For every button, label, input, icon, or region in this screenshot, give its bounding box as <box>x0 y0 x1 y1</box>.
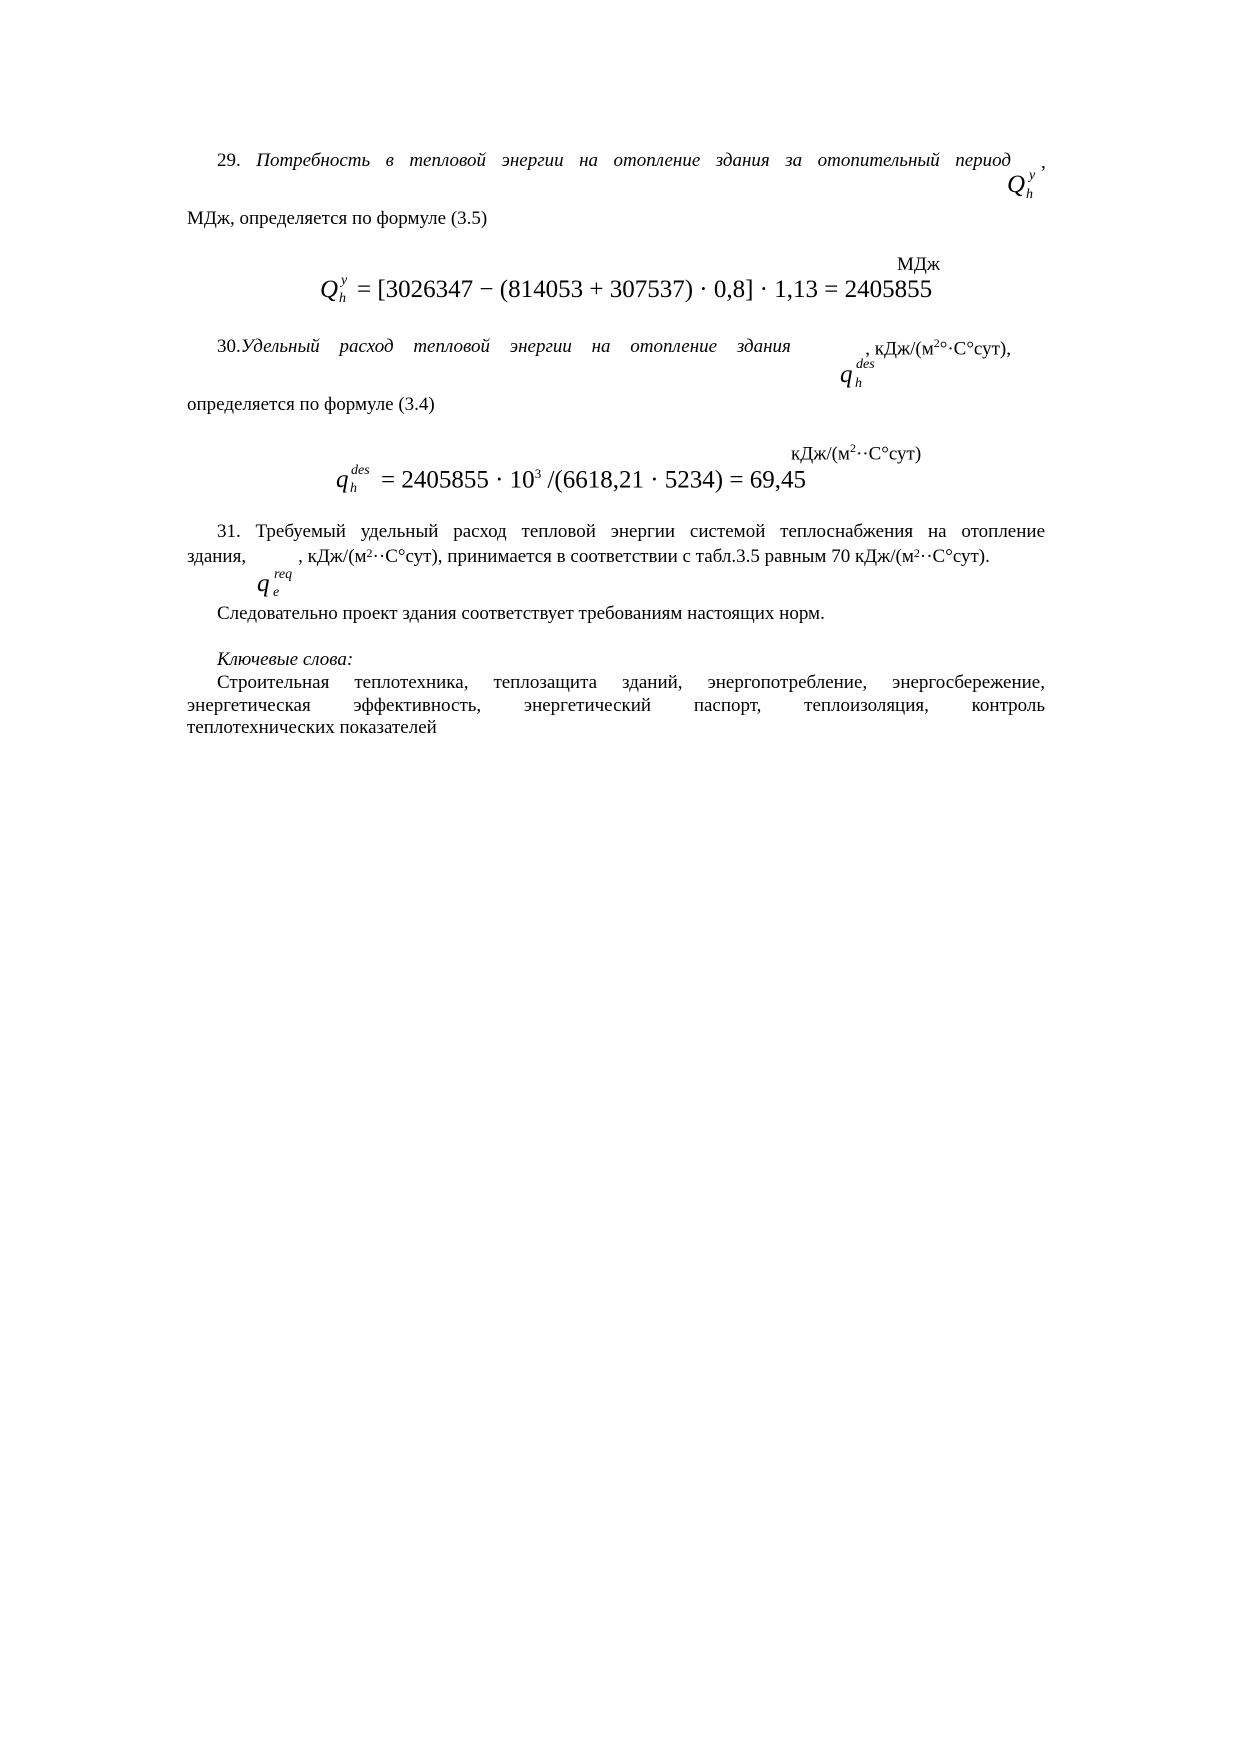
formula-2-symbol: q <box>336 466 349 493</box>
formula-1-expression: = [3026347 − (814053 + 307537) · 0,8] · 1,13 = 2405855 <box>357 276 933 303</box>
item-29-symbol-sup: y <box>1029 168 1036 183</box>
item-30-line2: определяется по формуле (3.4) <box>187 394 435 415</box>
item-29-symbol: Q <box>1007 171 1026 198</box>
item-31-symbol-sup: req <box>274 567 293 582</box>
item-31-line1: 31. Требуемый удельный расход тепловой энергии системой теплоснабжения на отопление <box>217 521 1045 542</box>
item-29-symbol-sub: h <box>1026 187 1033 202</box>
formula-2-symbol-sub: h <box>350 481 357 496</box>
item-31-line2: здания, , кДж/(м 2 ··С°сут), принимается в соответствии с табл.3.5 равным 70 кДж/(м 2 ··С°сут). <box>187 546 990 567</box>
formula-2-expression: = $2405855 \cdot 10^3$ /(6618,21 · 5234) = 69,45 <box>381 466 806 494</box>
item-30-symbol-sup: des <box>856 357 875 372</box>
formula-2-symbol-sup: des <box>351 463 370 478</box>
formula-1-symbol-sub: h <box>339 291 346 306</box>
formula-1-symbol: Q <box>320 276 339 303</box>
formula-1-symbol-sup: y <box>341 273 348 288</box>
formula-2-unit: кДж/$(м^2\cdot\cdot С^\circ сут)$ <box>791 441 922 465</box>
item-30-symbol: q <box>840 361 853 388</box>
item-29-number: 29. <box>217 150 241 171</box>
item-30-unit: , кДж/$(м^2^\circ\cdot С^\circ сут)$, <box>865 336 1011 360</box>
keywords-line3: теплотехнических показателей <box>187 717 437 738</box>
keywords-line1: Строительная теплотехника, теплозащита зданий, энергопотребление, энергосбережение, <box>217 672 1045 693</box>
item-30-number: 30. <box>217 336 241 357</box>
item-29-text: Потребность в тепловой энергии на отопление здания за отопительный период <box>256 150 1012 171</box>
keywords-heading: Ключевые слова: <box>217 649 354 670</box>
item-31-symbol-sub: e <box>273 585 280 600</box>
item-30-symbol-sub: h <box>855 376 862 391</box>
keywords-line2: энергетическая эффективность, энергетический паспорт, теплоизоляция, контроль <box>187 695 1045 716</box>
conclusion-text: Следовательно проект здания соответствует требованиям настоящих норм. <box>217 603 825 624</box>
item-31-symbol: q <box>257 570 270 597</box>
item-30-line <box>217 337 1011 358</box>
item-29-comma: , <box>1041 152 1046 173</box>
formula-1-unit: МДж <box>897 254 940 275</box>
item-29-line <box>217 150 1011 172</box>
item-29-line2: МДж, определяется по формуле (3.5) <box>187 208 488 229</box>
item-30-text: Удельный расход тепловой энергии на отопление здания <box>240 336 791 357</box>
